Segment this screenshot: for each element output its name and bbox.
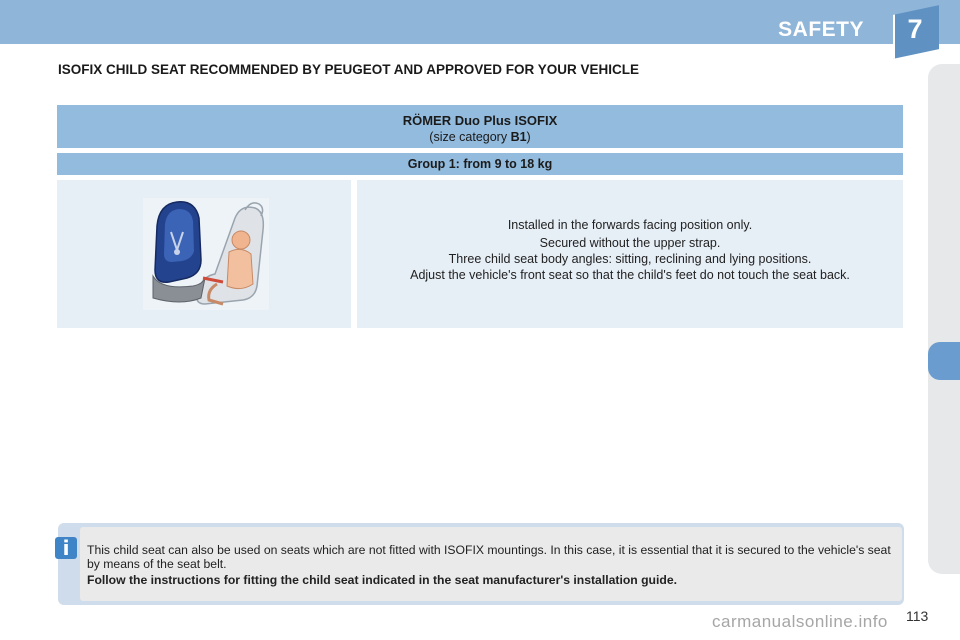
info-instruction: Follow the instructions for fitting the child seat indicated in the seat manufacturer's installation guide.	[87, 573, 677, 587]
seat-size-category	[57, 130, 903, 144]
side-tab-strip	[928, 64, 960, 574]
chapter-number: 7	[907, 14, 923, 44]
info-note: This child seat can also be used on seats which are not fitted with ISOFIX mountings. In this case, it is essential that it is secured to the vehicle's seat by means of the seat belt.	[87, 543, 891, 571]
page-number: 113	[906, 608, 929, 624]
side-tab-marker[interactable]	[928, 342, 960, 380]
seat-header	[57, 105, 903, 148]
description-line: Adjust the vehicle's front seat so that the child's feet do not touch the seat back.	[410, 268, 850, 282]
seat-name: RÖMER Duo Plus ISOFIX	[402, 113, 558, 128]
watermark: carmanualsonline.info	[712, 612, 888, 631]
child-seat-image-cell	[57, 180, 351, 328]
child-seat-illustration	[57, 180, 351, 328]
section-title: SAFETY	[778, 18, 864, 41]
description-line: Three child seat body angles: sitting, reclining and lying positions.	[448, 252, 812, 266]
info-text	[87, 544, 899, 588]
page-heading: ISOFIX CHILD SEAT RECOMMENDED BY PEUGEOT AND APPROVED FOR YOUR VEHICLE	[58, 62, 640, 77]
info-icon: i	[55, 537, 77, 559]
group-label: Group 1: from 9 to 18 kg	[57, 153, 903, 175]
seat-description	[357, 180, 903, 328]
description-line: Secured without the upper strap.	[539, 236, 721, 250]
size-category-value: B1	[510, 130, 527, 144]
size-category-suffix: )	[526, 130, 531, 144]
size-category-prefix: (size category	[429, 130, 511, 144]
description-line: Installed in the forwards facing position only.	[507, 218, 753, 232]
